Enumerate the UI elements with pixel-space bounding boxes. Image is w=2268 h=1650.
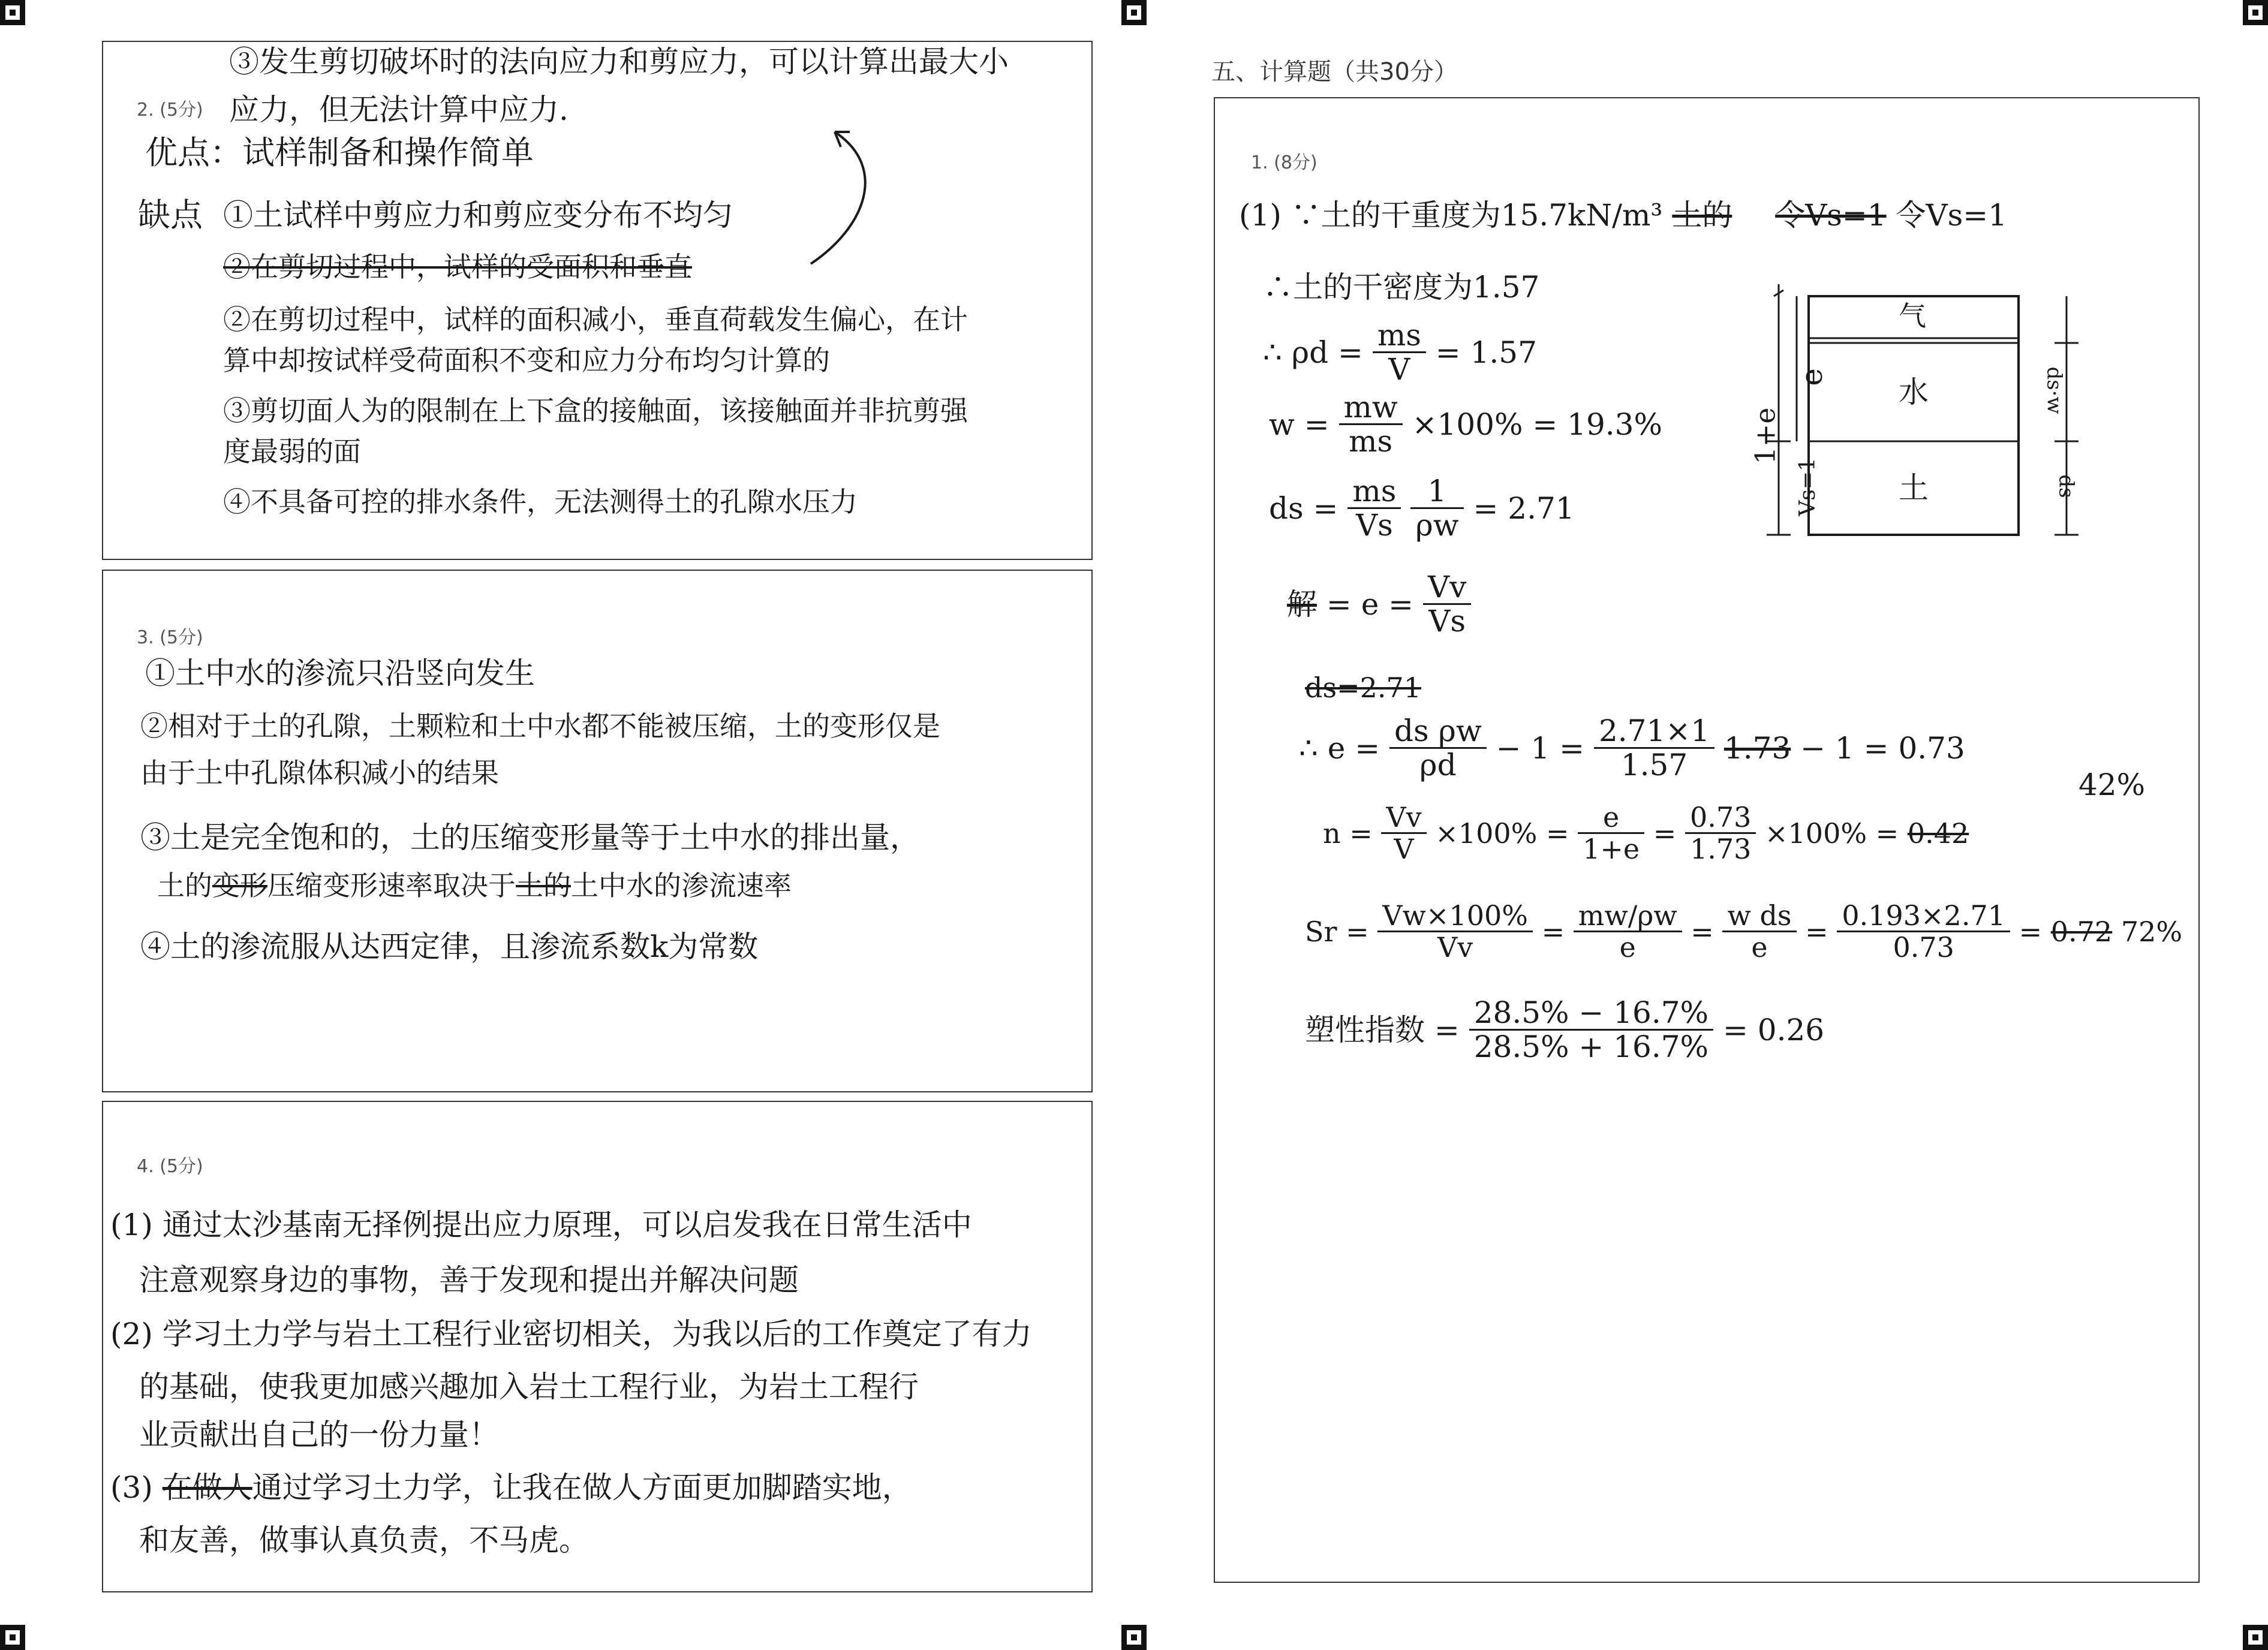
equation-plasticity-index [1305,995,1825,1064]
struck-fragment: 土的 [516,869,571,902]
void-ratio-label: e [1794,368,1829,386]
struck-fragment: 1.73 [1723,730,1791,766]
equation-void-ratio-def [1287,570,1471,639]
solid-mass-label: ds [2054,474,2079,498]
fraction [1381,803,1426,863]
fiducial-marker-top-center [1121,0,1147,25]
denominator: e [1751,931,1768,963]
eq-text: ×100% = 19.3% [1412,407,1662,442]
advantage-line: 优点：试样制备和操作简单 [145,134,534,171]
answer-box-q2 [102,41,1093,560]
numerator: 2.71×1 [1594,716,1714,749]
fraction [1594,713,1714,782]
fraction [1377,899,1533,963]
numerator: 0.73 [1685,803,1756,834]
denominator: V [1394,833,1414,865]
text-fragment: 压缩变形速率取决于 [267,869,516,902]
eq-text: = [1653,817,1677,850]
handwriting-line: ④土的渗流服从达西定律，且渗流系数k为常数 [140,929,759,964]
denominator: ρw [1415,508,1459,543]
fraction [1578,803,1644,863]
handwriting-line: 和友善，做事认真负责，不马虎。 [139,1523,589,1558]
text-fragment: 通过学习土力学，让我在做人方面更加脚踏实地， [252,1470,912,1505]
question-label: 2. (5分) [137,100,203,121]
numerator: Vv [1423,572,1471,605]
numerator: Vv [1381,803,1426,834]
porosity-result: 42% [2079,767,2146,802]
fraction [1389,713,1487,782]
fraction [1722,899,1796,963]
equation-porosity [1323,803,1969,863]
handwriting-line: 由于土中孔隙体积减小的结果 [140,757,499,789]
three-phase-diagram [1731,278,2102,542]
numerator: ds ρw [1389,716,1487,749]
equation-rho-d [1263,318,1537,387]
equation-void-ratio [1299,713,1965,782]
handwriting-line: ②在剪切过程中，试样的面积减小，垂直荷载发生偏心，在计 [223,303,968,336]
eq-text: ×100% = [1765,817,1899,850]
eq-text: = [2019,915,2043,948]
eq-text: = [1805,915,1828,948]
numerator: e [1578,803,1644,834]
eq-text: − 1 = [1496,730,1585,766]
answer-box-calc-1 [1214,97,2200,1583]
denominator: 0.73 [1893,931,1954,963]
text-fragment: 土中水的渗流速率 [571,869,792,902]
denominator: Vs [1428,604,1466,639]
equation-saturation [1305,899,2183,963]
handwriting-line: ②相对于土的孔隙，土颗粒和土中水都不能被压缩，土的变形仅是 [140,710,940,742]
fraction [1423,570,1471,639]
saturation-result: 72% [2120,915,2183,948]
handwriting-line: (2) 学习土力学与岩土工程行业密切相关，为我以后的工作奠定了有力 [110,1317,1032,1351]
numerator: ms [1373,320,1426,353]
eq-text: = 1.57 [1435,335,1537,370]
eq-text: ds = [1269,490,1338,526]
numerator: mw/ρw [1574,902,1682,932]
equation-specific-gravity [1269,474,1575,543]
handwriting-line: 的基础，使我更加感兴趣加入岩土工程行业，为岩土工程行 [139,1369,919,1404]
fraction [1685,803,1756,863]
handwriting-line: ①土试样中剪应力和剪应变分布不均匀 [223,198,733,233]
solid-volume-label: Vs=1 [1795,457,1820,516]
numerator: mw [1339,392,1403,425]
struck-fragment: 变形 [212,869,267,902]
eq-text: ∴ ρd = [1263,335,1363,370]
text-fragment: 土的 [157,869,212,902]
fiducial-marker-bottom-right [2243,1625,2268,1650]
handwriting-line: ③土是完全饱和的，土的压缩变形量等于土中水的排出量， [140,820,920,855]
handwriting-line: ①土中水的渗流只沿竖向发生 [145,656,535,691]
struck-line: ds=2.71 [1305,672,1422,704]
eq-text: Sr = [1305,915,1369,948]
fraction [1347,474,1401,543]
fraction [1469,995,1713,1064]
handwriting-line [157,869,792,902]
question-label: 4. (5分) [137,1156,203,1177]
handwriting-line: ③发生剪切破坏时的法向应力和剪应力，可以计算出最大小 [229,44,1009,79]
question-label: 3. (5分) [137,627,203,648]
handwriting-line: 注意观察身边的事物，善于发现和提出并解决问题 [139,1263,799,1297]
water-mass-label: ds·w [2042,366,2067,414]
fiducial-marker-bottom-left [0,1625,25,1650]
text-fragment: (1) ∵土的干重度为15.7kN/m³ [1239,198,1663,233]
fraction [1837,899,2010,963]
denominator: Vs [1356,508,1393,543]
struck-fragment: 令Vs=1 [1775,198,1887,233]
denominator: e [1619,931,1636,963]
numerator: ms [1347,476,1401,509]
eq-text: w = [1269,407,1329,442]
section-title: 五、计算题（共30分） [1211,58,1458,86]
text-fragment: (3) [110,1470,153,1505]
struck-fragment: 0.42 [1907,817,1969,850]
equation-water-content [1269,390,1662,459]
eq-text: = e = [1326,586,1414,622]
struck-fragment: 解 [1287,586,1317,622]
fiducial-marker-top-right [2243,0,2268,25]
handwriting-line [1239,198,2007,233]
handwriting-line: ∴土的干密度为1.57 [1263,270,1540,305]
answer-box-q4 [102,1101,1093,1592]
eq-text: = 2.71 [1473,490,1575,526]
fiducial-marker-top-left [0,0,25,25]
handwriting-line: (1) 通过太沙基南无择例提出应力原理，可以启发我在日常生活中 [110,1208,972,1242]
handwriting-line: ④不具备可控的排水条件，无法测得土的孔隙水压力 [223,486,858,518]
denominator: ρd [1419,748,1457,782]
denominator: 1.73 [1689,833,1752,865]
fraction [1373,318,1426,387]
phase-label-soil: 土 [1899,471,1929,505]
answer-box-q3 [102,570,1093,1092]
struck-fragment: 在做人 [162,1470,252,1505]
phase-label-air: 气 [1899,300,1926,332]
denominator: 28.5% + 16.7% [1473,1029,1709,1064]
numerator: 1 [1410,476,1463,509]
numerator: 0.193×2.71 [1837,902,2010,932]
eq-text: ×100% = [1435,817,1569,850]
fraction [1339,390,1403,459]
struck-line: ②在剪切过程中，试样的受面积和垂直 [223,251,692,283]
handwriting-line: ③剪切面人为的限制在上下盒的接触面，该接触面并非抗剪强 [223,395,968,427]
fraction [1574,899,1682,963]
eq-text: = [1541,915,1565,948]
numerator: Vw×100% [1377,902,1533,932]
eq-text: ∴ e = [1299,730,1380,766]
question-label: 1. (8分) [1251,152,1318,173]
text-fragment: 令Vs=1 [1896,198,2007,233]
eq-text: = [1691,915,1714,948]
fiducial-marker-bottom-center [1121,1625,1147,1650]
denominator: 1.57 [1620,748,1688,782]
eq-text: n = [1323,817,1373,850]
eq-text: 塑性指数 = [1305,1012,1460,1047]
disadvantage-heading: 缺点 [138,196,203,234]
eq-text: = 0.26 [1722,1012,1825,1047]
numerator: w ds [1722,902,1796,932]
handwriting-line: 算中却按试样受荷面积不变和应力分布均匀计算的 [223,344,830,377]
handwriting-line: 应力，但无法计算中应力. [229,92,568,127]
denominator: Vv [1437,931,1473,963]
handwriting-line: 业贡献出自己的一份力量！ [139,1417,499,1452]
phase-label-water: 水 [1899,375,1929,410]
denominator: 1+e [1583,833,1640,865]
denominator: V [1388,352,1410,387]
insertion-arrow [799,114,907,270]
struck-fragment: 0.72 [2050,915,2113,948]
total-volume-label: 1+e [1749,407,1782,465]
eq-text: − 1 = 0.73 [1800,730,1965,766]
handwriting-line: 度最弱的面 [223,435,361,468]
struck-fragment: 土的 [1672,198,1732,233]
fraction [1410,474,1463,543]
handwriting-line [110,1470,912,1505]
numerator: 28.5% − 16.7% [1469,998,1713,1031]
denominator: ms [1349,424,1393,459]
